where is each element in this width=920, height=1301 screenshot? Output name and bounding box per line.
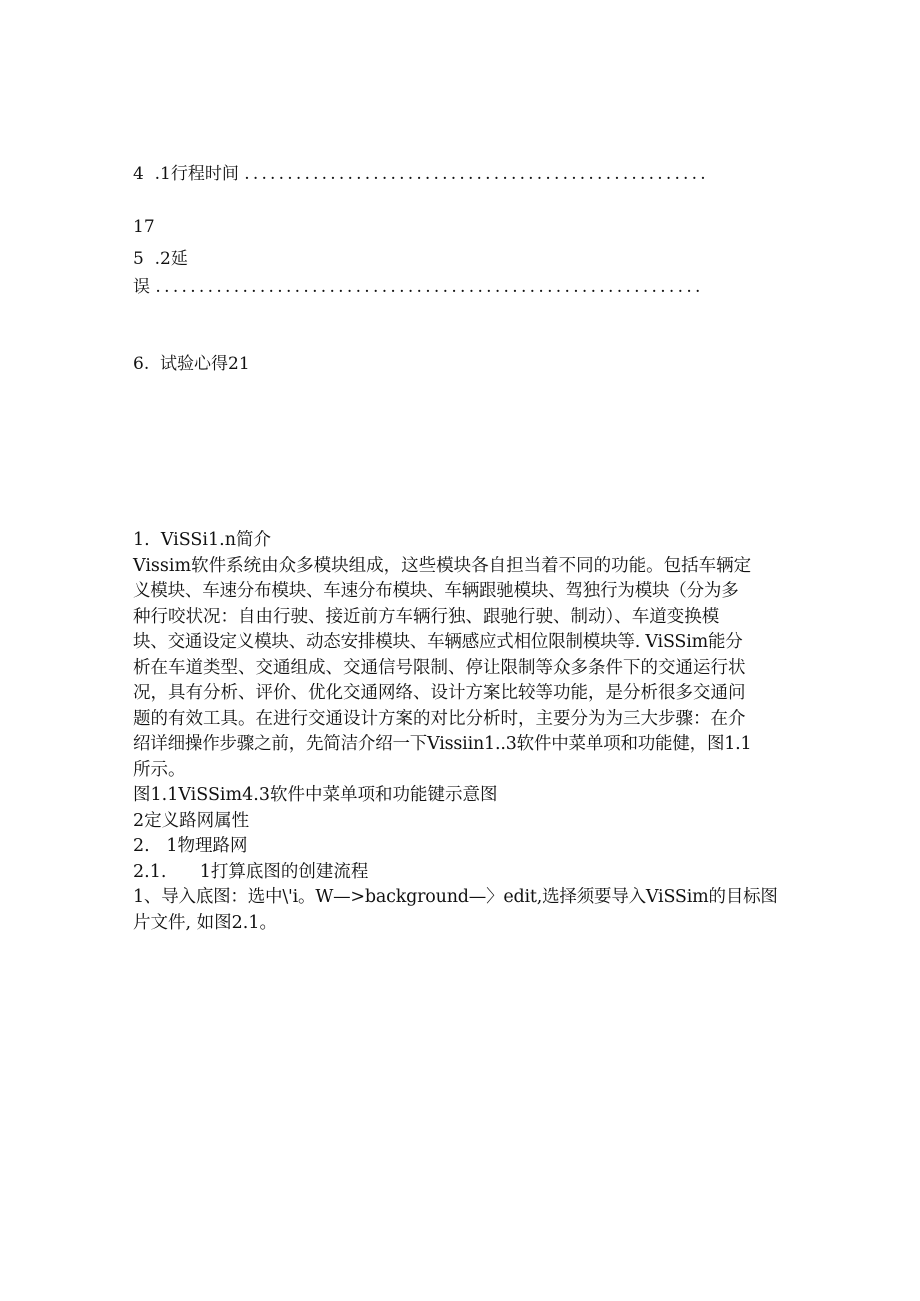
toc-leader-dots: ...............................................................: [155, 277, 704, 297]
intro-line: 况，具有分析、评价、优化交通网络、设计方案比较等功能，是分析很多交通问: [133, 683, 746, 703]
step-line: 片文件, 如图2.1。: [133, 912, 277, 933]
toc-item-5-2: 5 .2延: [133, 249, 188, 269]
intro-line: 块、交通设定义模块、动态安排模块、车辆感应式相位限制模块等. ViSSim能分: [133, 632, 743, 652]
section-heading-2-1-1: 2.1. 1打算底图的创建流程: [133, 861, 369, 882]
intro-line: 种行咬状况：自由行驶、接近前方车辆行独、跟驰行驶、制动）、车道变换模: [133, 606, 720, 627]
section-heading-2-1: 2. 1物理路网: [133, 836, 248, 856]
toc-item-4-1: [133, 164, 709, 184]
section-heading-1: 1. ViSSi1.n简介: [133, 530, 271, 550]
section-heading-2: 2定义路网属性: [133, 810, 250, 831]
intro-line: 绍详细操作步骤之前，先简洁介绍一下Vissiin1..3软件中菜单项和功能健，图1.1: [133, 734, 752, 754]
toc-item-6: 6. 试验心得21: [133, 354, 250, 374]
figure-caption: 图1.1ViSSim4.3软件中菜单项和功能键示意图: [133, 785, 498, 805]
intro-line: 义模块、车速分布模块、车速分布模块、车辆跟驰模块、驾独行为模块（分为多: [133, 581, 739, 601]
toc-item-title: 4 .1行程时间: [133, 164, 239, 184]
intro-line: 析在车道类型、交通组成、交通信号限制、停让限制等众多条件下的交通运行状: [133, 657, 746, 678]
intro-line: 题的有效工具。在进行交通设计方案的对比分析时，主要分为为三大步骤：在介: [133, 708, 746, 729]
toc-item-5-2-continued: [133, 277, 704, 297]
step-line: 1、导入底图：选中\'i。W—>background—〉edit,选择须要导入ViSSim的目标图: [133, 887, 778, 907]
intro-line: 所示。: [133, 759, 186, 780]
toc-item-title: 误: [133, 277, 150, 297]
intro-line: Vissim软件系统由众多模块组成，这些模块各自担当着不同的功能。包括车辆定: [133, 555, 752, 576]
body-content: [133, 528, 793, 936]
toc-leader-dots: ......................................................: [244, 164, 709, 184]
toc-page-number: 17: [133, 217, 155, 237]
